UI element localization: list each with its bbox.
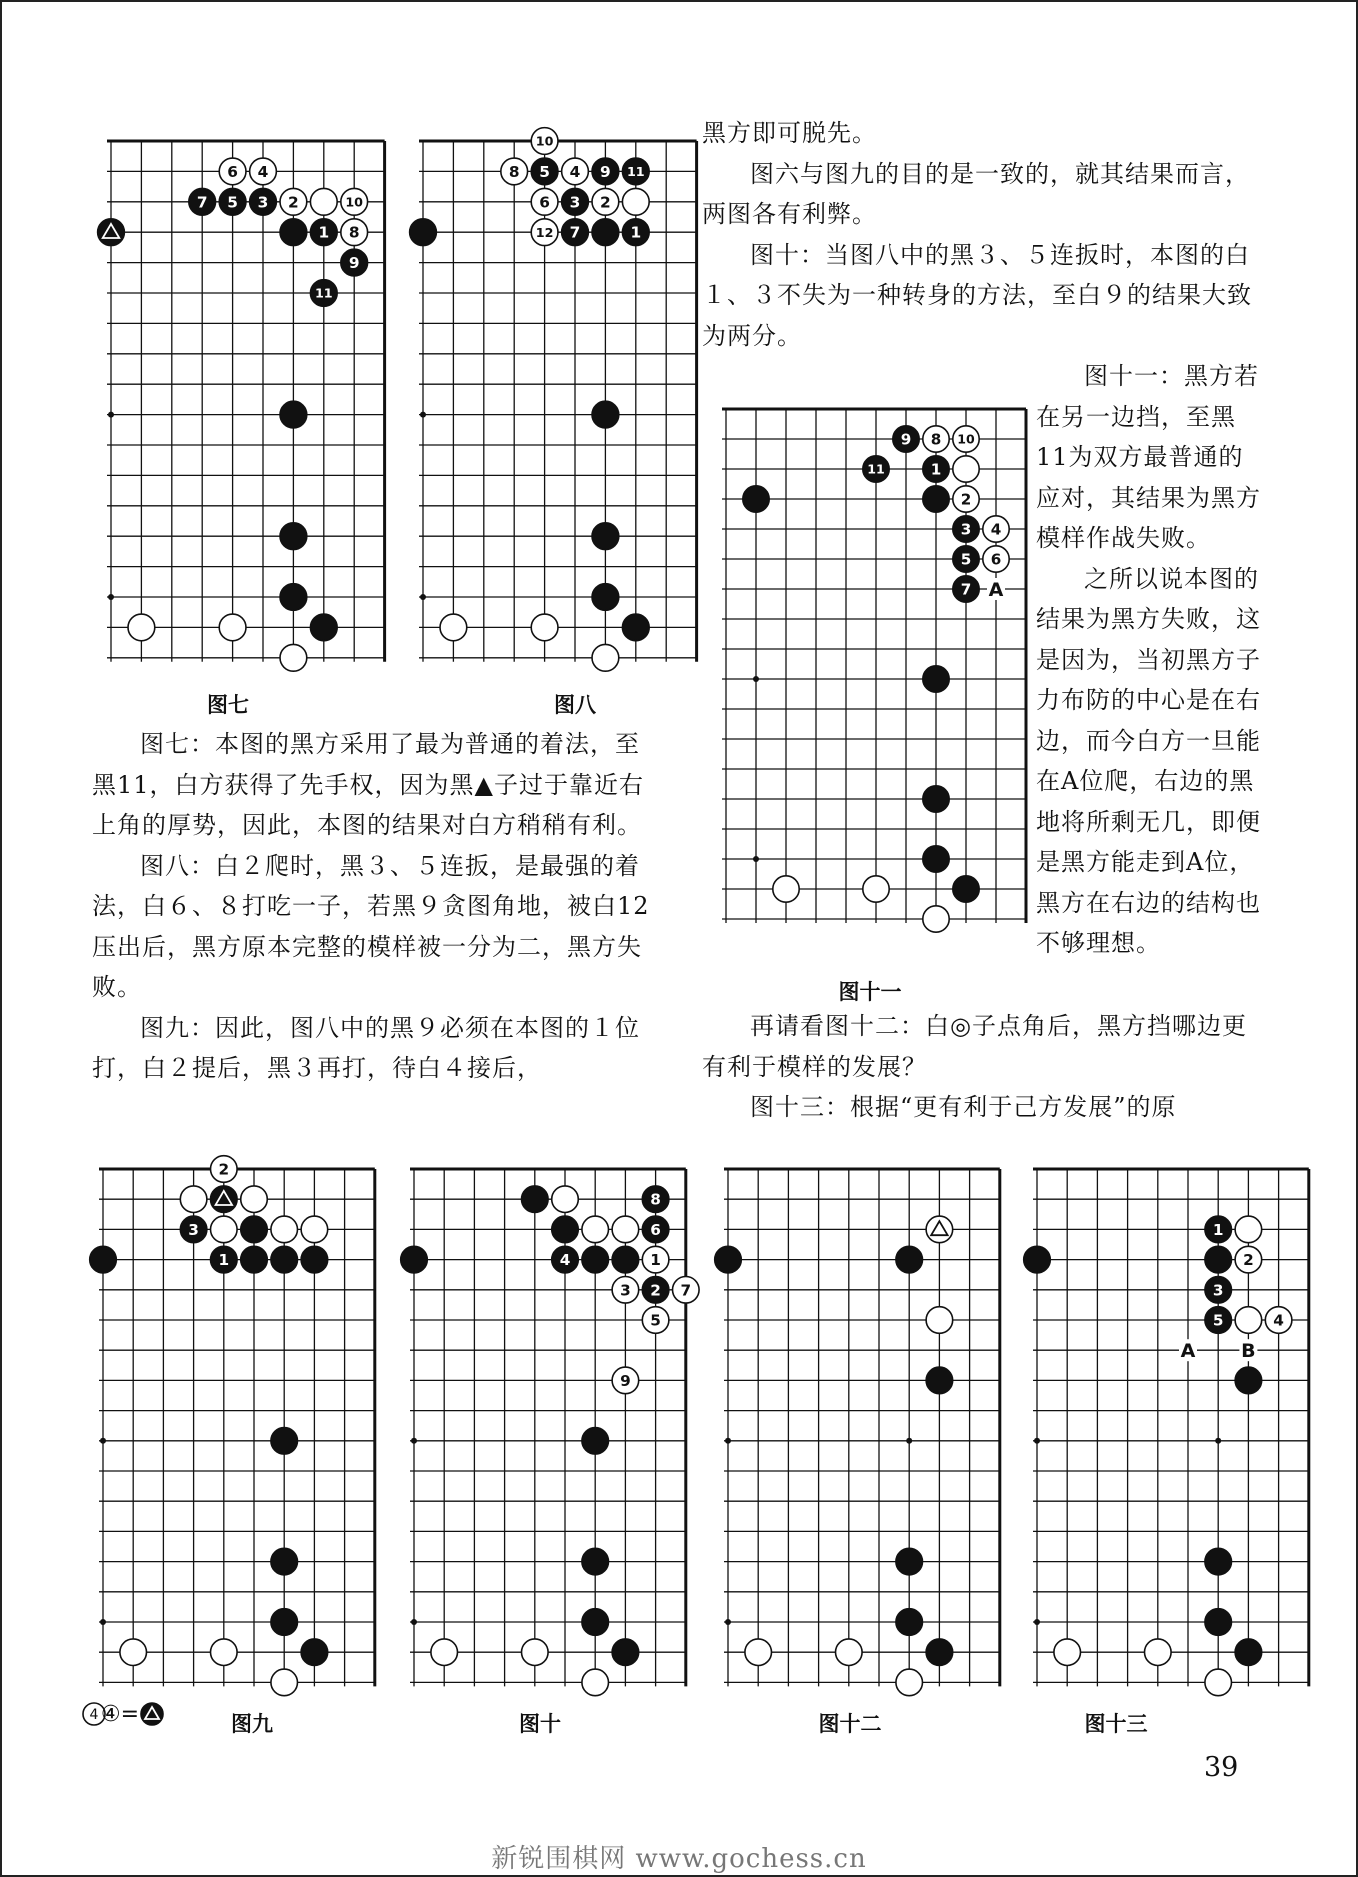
- move-number: 3: [188, 1220, 199, 1239]
- white-stone: [1054, 1639, 1081, 1666]
- board-svg: [407, 125, 713, 674]
- white-stone: [773, 876, 799, 902]
- point-label: A: [988, 579, 1004, 601]
- move-number: 2: [600, 193, 611, 212]
- move-number: 8: [508, 162, 520, 181]
- black-stone: [271, 1548, 298, 1575]
- move-number: 1: [650, 1251, 661, 1270]
- move-number: 3: [569, 193, 581, 212]
- star-point: [1034, 1438, 1040, 1444]
- board-svg: [87, 1153, 391, 1698]
- black-stone: [271, 1609, 298, 1636]
- move-number: 10: [345, 194, 364, 210]
- move-number: 10: [957, 431, 975, 447]
- board-svg: [710, 393, 1042, 935]
- white-stone: [120, 1639, 147, 1666]
- black-stone: [926, 1367, 953, 1394]
- black-stone: [1235, 1367, 1262, 1394]
- black-stone: [592, 219, 619, 246]
- white-stone: [180, 1186, 207, 1213]
- paragraph: 图六与图九的目的是一致的，就其结果而言，两图各有利弊。: [702, 159, 1250, 228]
- white-stone: [1205, 1669, 1232, 1696]
- black-stone: [923, 486, 949, 512]
- black-stone: [280, 584, 307, 611]
- move-number: 10: [535, 133, 554, 149]
- black-stone: [592, 523, 619, 550]
- white-stone: [219, 614, 246, 641]
- paragraph: 图十三：根据“更有利于己方发展”的原: [750, 1093, 1177, 1121]
- move-number: 3: [1212, 1281, 1224, 1300]
- move-number: 3: [620, 1281, 631, 1300]
- move-number: 12: [535, 224, 554, 240]
- white-stone: [431, 1639, 458, 1666]
- point-label: B: [1241, 1340, 1256, 1363]
- paragraph: 图十：当图八中的黑３、５连扳时，本图的白１、３不失为一种转身的方法，至白９的结果大致为两分。: [702, 240, 1252, 350]
- move-number: 1: [630, 223, 642, 242]
- move-number: 2: [218, 1160, 230, 1179]
- move-number: 1: [318, 223, 330, 242]
- move-number: 2: [960, 490, 972, 509]
- move-number: 5: [960, 550, 972, 569]
- black-stone: [923, 786, 949, 812]
- legend: [80, 1700, 170, 1734]
- white-stone: [582, 1669, 609, 1696]
- move-number: 3: [257, 193, 269, 212]
- move-number: 11: [314, 285, 333, 301]
- white-stone: [440, 614, 467, 641]
- white-stone: [612, 1216, 639, 1243]
- move-number: 2: [1243, 1251, 1254, 1270]
- black-stone: [301, 1246, 328, 1273]
- white-stone: [592, 644, 619, 671]
- star-point: [753, 676, 759, 682]
- text-fig11-side: [1036, 356, 1262, 964]
- go-diagram-fig8: [407, 125, 713, 674]
- star-point: [725, 1619, 731, 1625]
- move-number: 5: [650, 1311, 661, 1330]
- move-number: 9: [900, 430, 912, 449]
- white-stone: [582, 1216, 609, 1243]
- legend-graphic: [80, 1700, 170, 1730]
- white-stone: [836, 1639, 863, 1666]
- black-stone: [271, 1246, 298, 1273]
- text-right-top: [702, 113, 1262, 356]
- go-diagram-fig10: [398, 1153, 702, 1698]
- text-right-bottom: [702, 1006, 1262, 1128]
- star-point: [725, 1438, 731, 1444]
- board-svg: [1021, 1153, 1325, 1698]
- go-diagram-fig7: [95, 125, 401, 674]
- black-stone: [592, 401, 619, 428]
- paragraph: 黑方即可脱先。: [702, 119, 877, 147]
- paragraph: 再请看图十二：白◎子点角后，黑方挡哪边更有利于模样的发展？: [702, 1012, 1247, 1081]
- go-diagram-fig11: [710, 393, 1042, 935]
- white-stone: [531, 614, 558, 641]
- black-stone: [1024, 1246, 1051, 1273]
- black-stone: [401, 1246, 428, 1273]
- star-point: [420, 412, 426, 418]
- black-stone: [241, 1246, 268, 1273]
- white-stone: [745, 1639, 772, 1666]
- board-svg: [95, 125, 401, 674]
- caption-fig10: 图十: [519, 1712, 561, 1736]
- move-number: 4: [559, 1251, 571, 1270]
- black-stone: [1205, 1609, 1232, 1636]
- black-stone: [241, 1216, 268, 1243]
- move-number: 4: [990, 520, 1002, 539]
- black-stone: [592, 584, 619, 611]
- svg-text:4: 4: [89, 1707, 99, 1723]
- black-stone: [522, 1186, 549, 1213]
- move-number: 8: [930, 430, 942, 449]
- white-stone: [271, 1216, 298, 1243]
- move-number: 4: [257, 162, 269, 181]
- black-stone: [622, 614, 649, 641]
- black-stone: [926, 1639, 953, 1666]
- text-left: [92, 724, 652, 1089]
- star-point: [100, 1438, 106, 1444]
- caption-fig13: 图十三: [1084, 1712, 1148, 1736]
- black-stone: [280, 401, 307, 428]
- move-number: 5: [1212, 1311, 1224, 1330]
- paragraph: 图八：白２爬时，黑３、５连扳，是最强的着法，白６、８打吃一子，若黑９贪图角地，被白12压出后，黑方原本完整的模样被一分为二，黑方失败。: [92, 851, 650, 1001]
- move-number: 7: [680, 1281, 692, 1300]
- star-point: [100, 1619, 106, 1625]
- white-stone: [128, 614, 155, 641]
- move-number: 6: [539, 193, 550, 212]
- black-stone: [310, 614, 337, 641]
- black-stone: [280, 219, 307, 246]
- move-number: 9: [620, 1371, 631, 1390]
- black-stone: [90, 1246, 117, 1273]
- white-stone: [241, 1186, 268, 1213]
- go-diagram-fig9: [87, 1153, 391, 1698]
- go-diagram-fig13: [1021, 1153, 1325, 1698]
- move-number: 6: [227, 162, 238, 181]
- white-stone: [522, 1639, 549, 1666]
- black-stone: [1205, 1548, 1232, 1575]
- black-stone: [552, 1216, 579, 1243]
- caption-fig9: 图九: [231, 1712, 273, 1736]
- move-number: 6: [650, 1220, 661, 1239]
- star-point: [411, 1619, 417, 1625]
- legend-text: ④=: [100, 1702, 140, 1727]
- black-stone: [410, 219, 437, 246]
- move-number: 7: [960, 580, 972, 599]
- black-stone: [582, 1548, 609, 1575]
- black-stone: [582, 1428, 609, 1455]
- paragraph: 图十一：黑方若在另一边挡，至黑11为双方最普通的应对，其结果为黑方模样作战失败。: [1036, 362, 1261, 552]
- move-number: 2: [650, 1281, 661, 1300]
- move-number: 9: [600, 162, 611, 181]
- white-stone: [211, 1639, 238, 1666]
- board-svg: [398, 1153, 702, 1698]
- white-stone: [953, 456, 979, 482]
- black-stone: [582, 1246, 609, 1273]
- move-number: 7: [569, 223, 581, 242]
- star-point: [906, 1438, 912, 1444]
- white-stone: [1145, 1639, 1172, 1666]
- white-stone: [1235, 1307, 1262, 1334]
- white-stone: [923, 906, 949, 932]
- black-stone: [612, 1639, 639, 1666]
- move-number: 9: [348, 254, 360, 273]
- page-number: 39: [1204, 1752, 1239, 1783]
- black-stone: [280, 523, 307, 550]
- black-stone: [743, 486, 769, 512]
- paragraph: 图九：因此，图八中的黑９必须在本图的１位打，白２提后，黑３再打，待白４接后，: [92, 1013, 640, 1082]
- black-stone: [715, 1246, 742, 1273]
- star-point: [420, 594, 426, 600]
- move-number: 11: [867, 461, 885, 477]
- black-stone: [923, 666, 949, 692]
- star-point: [108, 412, 114, 418]
- move-number: 8: [348, 223, 360, 242]
- star-point: [1034, 1619, 1040, 1625]
- move-number: 1: [1212, 1220, 1224, 1239]
- black-stone: [1235, 1639, 1262, 1666]
- black-stone: [1205, 1246, 1232, 1273]
- move-number: 3: [960, 520, 972, 539]
- white-stone: [1235, 1216, 1262, 1243]
- caption-fig8: 图八: [554, 693, 596, 717]
- black-stone: [582, 1609, 609, 1636]
- white-stone: [622, 188, 649, 215]
- white-stone: [310, 188, 337, 215]
- black-stone: [896, 1548, 923, 1575]
- white-stone: [301, 1216, 328, 1243]
- board-svg: [712, 1153, 1016, 1698]
- caption-fig11: 图十一: [838, 980, 902, 1004]
- white-stone: [280, 644, 307, 671]
- caption-fig7: 图七: [207, 693, 249, 717]
- black-stone: [923, 846, 949, 872]
- paragraph: 图七：本图的黑方采用了最为普通的着法，至黑11，白方获得了先手权，因为黑▲子过于靠近右上角的厚势，因此，本图的结果对白方稍稍有利。: [92, 730, 644, 839]
- white-stone: [271, 1669, 298, 1696]
- move-number: 1: [218, 1251, 230, 1270]
- white-stone: [926, 1307, 953, 1334]
- black-stone: [896, 1609, 923, 1636]
- move-number: 5: [227, 193, 238, 212]
- go-diagram-fig12: [712, 1153, 1016, 1698]
- star-point: [753, 856, 759, 862]
- black-stone: [612, 1246, 639, 1273]
- white-stone: [896, 1669, 923, 1696]
- footer-watermark: 新锐围棋网 www.gochess.cn: [491, 1844, 867, 1874]
- star-point: [108, 594, 114, 600]
- move-number: 11: [626, 163, 645, 179]
- white-stone: [863, 876, 889, 902]
- black-stone: [301, 1639, 328, 1666]
- white-stone: [552, 1186, 579, 1213]
- move-number: 4: [569, 162, 581, 181]
- paragraph: 之所以说本图的结果为黑方失败，这是因为，当初黑方子力布防的中心是在右边，而今白方一旦能在A位爬，右边的黑地将所剩无几，即便是黑方能走到A位，黑方在右边的结构也不够理想。: [1036, 564, 1261, 957]
- black-stone: [271, 1428, 298, 1455]
- move-number: 6: [990, 550, 1002, 569]
- move-number: 7: [196, 193, 208, 212]
- black-stone: [896, 1246, 923, 1273]
- move-number: 2: [288, 193, 299, 212]
- star-point: [1215, 1438, 1221, 1444]
- point-label: A: [1180, 1340, 1196, 1363]
- move-number: 4: [1273, 1311, 1284, 1330]
- black-stone: [953, 876, 979, 902]
- star-point: [411, 1438, 417, 1444]
- move-number: 8: [650, 1190, 661, 1209]
- move-number: 5: [539, 162, 550, 181]
- caption-fig12: 图十二: [818, 1712, 882, 1736]
- white-stone: [211, 1216, 238, 1243]
- move-number: 1: [930, 460, 942, 479]
